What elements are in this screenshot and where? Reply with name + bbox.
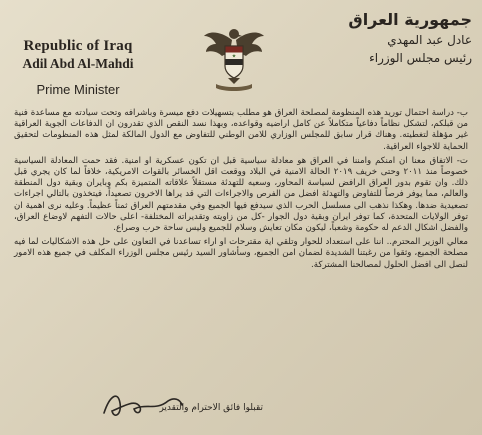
- closing-line: تقبلوا فائق الاحترام والتقدير: [159, 403, 263, 413]
- official-title-en: Prime Minister: [36, 82, 120, 97]
- official-name-en: Adil Abd Al-Mahdi: [22, 56, 134, 71]
- country-name-ar: جمهورية العراق: [348, 10, 472, 29]
- paragraph-t: ت- الاتفاق معنا ان امنكم وامننا في العراق هو معادلة سياسية قبل ان تكون عسكرية او امنية. فقد حمت المعادلة السياسية خصوصاً منذ ٢٠١١ وحتى خريف ٢٠١٩ الحالة الامنية في البلاد ووقعت اقل الخسائر بالقوات الامريكية، خلافاً لما كان يجري قبل ذلك. وان تقوم بدور العراق الرافض لسياسة المحاور، وسعيه للتهدئة مستقلاً علاقاته المتميزة بكم وبايران وبقية دول المنطقة والعالم، مما يوفر فرصاً للتفاوض والتهدئة افضل من الفرص والاجراءات التي قد يراها الاخرون تصعيداً، فيتخذون بالتالي اجراءات تصعيدية ضدها. وهكذا نذهب الى مسلسل الحرب الذي سيدفع فيها الجميع وفي مقدمتهم العراق ثمناً عظيماً. وعليه نرى اهمية ان توفر الولايات المتحدة، كما توفر ايران وبقية دول الجوار -كل من زاويته وتقديراته المختلفة- اعلى حالات التفهم لاوضاع العراق، والفضل اشكال الدعم له حكومة وشعباً، ليكون مكان تعايش وسلام للجميع وليس ساحة حرب وصراع.: [14, 155, 468, 234]
- english-letterhead: [8, 38, 148, 97]
- svg-text:★: ★: [231, 53, 237, 60]
- paragraph-closing-remarks: معالي الوزير المحترم.. اننا على استعداد للحوار وتلقي اية مقترحات او اراء تساعدنا في التعاون على حل هذه الاشكاليات لما فيه مصلحة الجميع، وثقوا من رغبتنا الشديدة لضمان امن الجميع، وسأشاور السيد رئيس مجلس الوزراء المكلف في جميع هذه الامور لنصل الى افضل الحلول لمصالحنا المشتركة.: [14, 237, 468, 270]
- letter-body: [14, 108, 468, 274]
- iraq-eagle-emblem: [202, 22, 266, 94]
- paragraph-b: ب- دراسة احتمال توريد هذه المنظومة لمصلحة العراق هو مطلب بتسهيلات دفع ميسرة وباشرافه وتحت سيادته مع مساعدة فنية من قبلكم، لتشكل نظاماً دفاعياً متكاملاً عن كامل اراضيه وقواعده، وبهذا نسد النقص الذي تقدرون ان الدفاعات الجوية العراقية غير مؤهلة لتغطيته. وهناك قرار سابق للمجلس الوزاري للامن الوطني للتفاوض مع الدول المالكة لمثل هذه المنظومات لتحقيق الحماية للاجواء العراقية.: [14, 108, 468, 152]
- arabic-letterhead: [312, 10, 472, 65]
- official-title-ar: رئيس مجلس الوزراء: [369, 51, 472, 65]
- official-name-ar: عادل عبد المهدي: [387, 33, 472, 47]
- country-name-en: Republic of Iraq: [23, 38, 133, 54]
